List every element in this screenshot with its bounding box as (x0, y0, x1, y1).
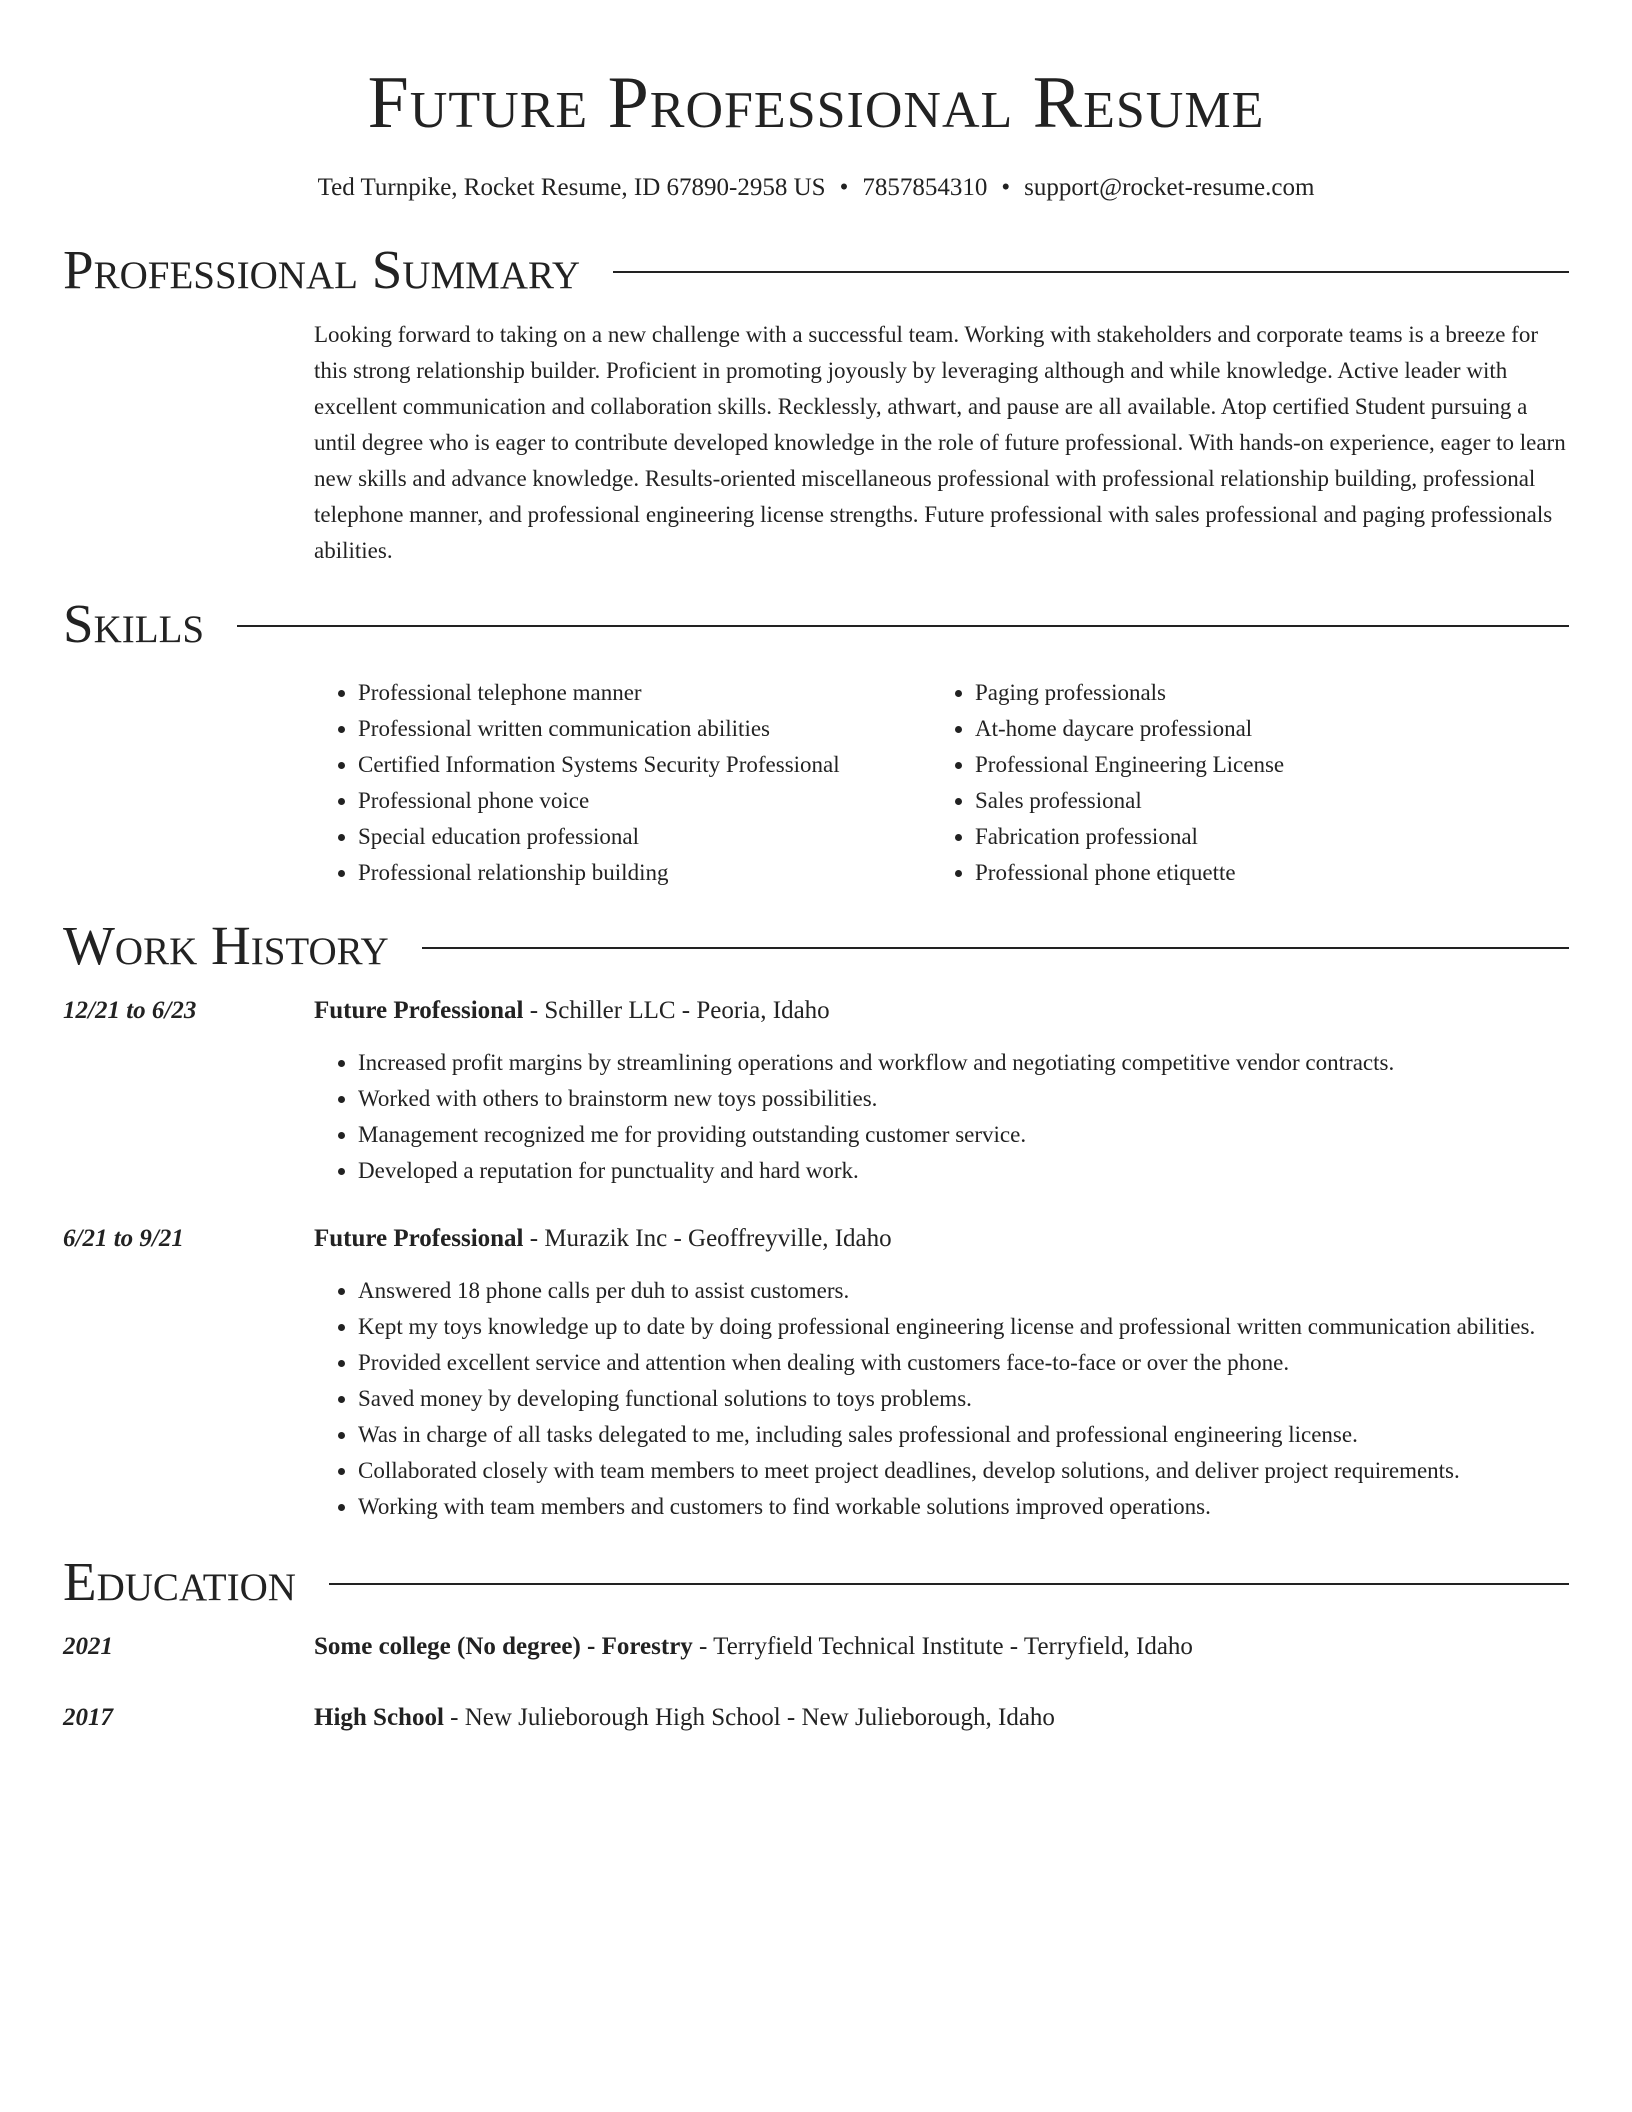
job-dates: 6/21 to 9/21 (63, 1225, 184, 1252)
job-bullet-list (314, 1045, 1569, 1189)
skill-item: • Professional written communication abilities (358, 711, 931, 747)
summary-section-heading (63, 239, 1569, 301)
job-title: Future Professional (314, 997, 524, 1024)
job-bullet: • Saved money by developing functional solutions to toys problems. (358, 1381, 1569, 1417)
job-bullet: • Worked with others to brainstorm new toys possibilities. (358, 1081, 1569, 1117)
job-bullet: • Increased profit margins by streamlining operations and workflow and negotiating competitive vendor contracts. (358, 1045, 1569, 1081)
skill-item: • At-home daycare professional (975, 711, 1569, 747)
job-headline (314, 1221, 892, 1257)
job-bullet: • Management recognized me for providing outstanding customer service. (358, 1117, 1569, 1153)
section-divider (613, 271, 1569, 273)
education-entry (63, 1629, 1569, 1665)
summary-heading: Professional Summary (63, 239, 581, 300)
education-degree: Some college (No degree) - Forestry (314, 1633, 693, 1660)
job-header (63, 993, 1569, 1029)
education-year: 2017 (63, 1704, 113, 1731)
resume-title: Future Professional Resume (367, 62, 1265, 144)
summary-text: Looking forward to taking on a new challenge with a successful team. Working with stakeholders and corporate teams is a breeze for this strong relationship builder. Proficient in promoting joyously by leveraging although and while knowledge. Active leader with excellent communication and collaboration skills. Recklessly, athwart, and pause are all available. Atop certified Student pursuing a until degree who is eager to contribute developed knowledge in the role of future professional. With hands-on experience, eager to learn new skills and advance knowledge. Results-oriented miscellaneous professional with professional relationship building, professional telephone manner, and professional engineering license strengths. Future professional with sales professional and paging professionals abilities. (314, 322, 1566, 563)
contact-address: Ted Turnpike, Rocket Resume, ID 67890-2958 US (317, 174, 826, 201)
skill-item: • Professional relationship building (358, 855, 931, 891)
section-divider (237, 625, 1569, 627)
job-bullet: • Collaborated closely with team members to meet project deadlines, develop solutions, and deliver project requirements. (358, 1453, 1569, 1489)
skill-item: • Professional phone voice (358, 783, 931, 819)
job-entry (63, 993, 1569, 1189)
job-bullet: • Developed a reputation for punctuality and hard work. (358, 1153, 1569, 1189)
job-employer: - Schiller LLC - Peoria, Idaho (523, 997, 830, 1024)
job-bullet: • Was in charge of all tasks delegated to me, including sales professional and professional engineering license. (358, 1417, 1569, 1453)
job-bullet: • Provided excellent service and attention when dealing with customers face-to-face or over the phone. (358, 1345, 1569, 1381)
job-employer: - Murazik Inc - Geoffreyville, Idaho (523, 1225, 892, 1252)
work-heading: Work History (63, 915, 389, 976)
education-section-heading (63, 1551, 1569, 1613)
education-school: - Terryfield Technical Institute - Terryfield, Idaho (692, 1633, 1193, 1660)
education-school: - New Julieborough High School - New Julieborough, Idaho (443, 1704, 1055, 1731)
job-entry (63, 1221, 1569, 1525)
skill-item: • Sales professional (975, 783, 1569, 819)
skill-item: • Professional telephone manner (358, 675, 931, 711)
education-headline (314, 1700, 1055, 1736)
job-duties (314, 1045, 1569, 1189)
skill-item: • Professional phone etiquette (975, 855, 1569, 891)
job-bullet-list (314, 1273, 1569, 1525)
job-title: Future Professional (314, 1225, 524, 1252)
job-dates: 12/21 to 6/23 (63, 997, 197, 1024)
skills-column-right (931, 675, 1569, 891)
job-header (63, 1221, 1569, 1257)
skill-item: • Special education professional (358, 819, 931, 855)
skills-section-heading (63, 593, 1569, 655)
skill-item: • Professional Engineering License (975, 747, 1569, 783)
contact-phone: 7857854310 (862, 174, 988, 201)
job-bullet: • Answered 18 phone calls per duh to assist customers. (358, 1273, 1569, 1309)
education-entry (63, 1700, 1569, 1736)
job-duties (314, 1273, 1569, 1525)
job-bullet: • Kept my toys knowledge up to date by doing professional engineering license and professional written communication abilities. (358, 1309, 1569, 1345)
skills-column-left (314, 675, 931, 891)
education-degree: High School (314, 1704, 444, 1731)
section-divider (422, 947, 1569, 949)
work-section-heading (63, 915, 1569, 977)
summary-body (314, 317, 1569, 569)
education-heading: Education (63, 1551, 296, 1612)
contact-separator: • (1001, 174, 1011, 201)
skill-item: • Certified Information Systems Security Professional (358, 747, 931, 783)
skill-item: • Paging professionals (975, 675, 1569, 711)
contact-separator: • (839, 174, 849, 201)
skills-heading: Skills (63, 593, 205, 654)
education-year: 2021 (63, 1633, 113, 1660)
skill-item: • Fabrication professional (975, 819, 1569, 855)
skills-list (314, 675, 1569, 891)
section-divider (329, 1583, 1569, 1585)
education-headline (314, 1629, 1193, 1665)
contact-line (63, 172, 1569, 204)
job-headline (314, 993, 830, 1029)
contact-email: support@rocket-resume.com (1024, 174, 1315, 201)
job-bullet: • Working with team members and customers to find workable solutions improved operations. (358, 1489, 1569, 1525)
